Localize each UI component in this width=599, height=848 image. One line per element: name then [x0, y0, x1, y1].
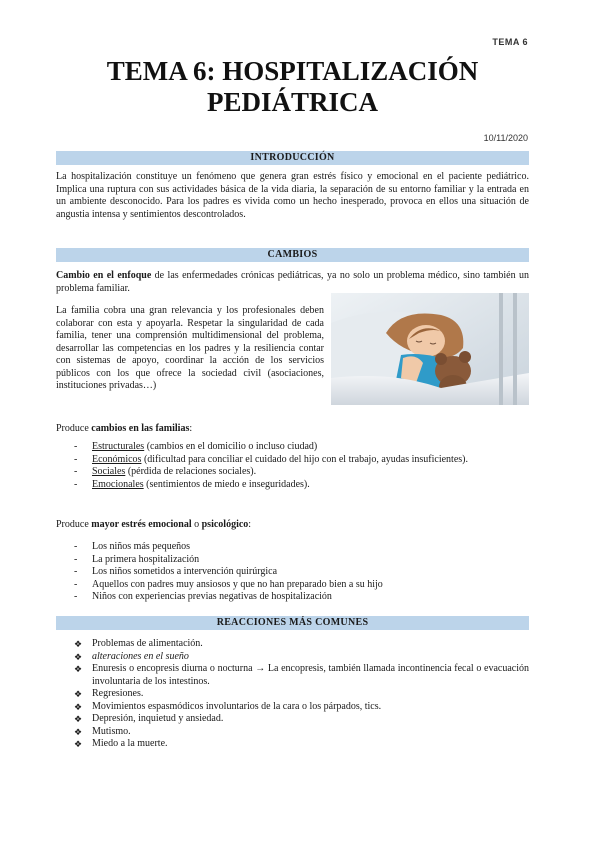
- list-item: [72, 541, 529, 554]
- dash-marker: -: [74, 466, 78, 477]
- cambios-intro-rest: de las enfermedades crónicas pediátricas, ya no solo un problema médico, sino también un problema familiar.: [56, 270, 530, 294]
- familias-lead: [56, 423, 529, 436]
- list-item-text: alteraciones en el sueño: [92, 650, 189, 662]
- list-item-term: Económicos: [92, 453, 142, 465]
- diamond-bullet-icon: ❖: [74, 689, 83, 699]
- list-item: [72, 454, 529, 467]
- section-heading-cambios: CAMBIOS: [56, 248, 529, 262]
- list-item: [72, 479, 529, 492]
- dash-marker: -: [74, 591, 78, 602]
- diamond-bullet-icon: ❖: [74, 639, 83, 649]
- list-item: [72, 566, 529, 579]
- familia-paragraph: La familia cobra una gran relevancia y los profesionales deben colaborar con esta y apoyarla. Respetar la singularidad de cada familia, tener una comprensión multidimensional del problema, desarrollar las competencias en los padres y la resiliencia contar con sistemas de apoyo, coordinar la acción de los servicios públicos con los que ofrece la sociedad civil (asociaciones, instituciones privadas…): [56, 305, 324, 391]
- diamond-bullet-icon: ❖: [74, 651, 83, 662]
- list-item: [72, 738, 529, 751]
- introduccion-paragraph: La hospitalización constituye un fenómeno que genera gran estrés físico y emocional en el paciente pediátrico. Implica una ruptura con sus actividades básica de la vida diaria, la separación de su entorno familiar y la entrada en un ambiente desconocido. Para los padres es vivida como un hecho inesperado, provoca en ellos una situación de angustia intensa y sentimientos descontrolados.: [56, 171, 529, 220]
- estres-mid: o: [191, 519, 202, 530]
- dash-marker: -: [74, 578, 78, 590]
- estres-suffix: :: [248, 519, 252, 530]
- list-item: [72, 701, 529, 714]
- list-item-desc: (sentimientos de miedo e inseguridades).: [143, 478, 310, 490]
- list-item: [72, 466, 529, 479]
- cambios-intro-bold: Cambio en el enfoque: [56, 270, 152, 281]
- list-item: [72, 579, 529, 592]
- diamond-bullet-icon: ❖: [74, 714, 83, 724]
- list-item-text: Miedo a la muerte.: [92, 738, 168, 749]
- estres-prefix: Produce: [56, 519, 92, 530]
- section-heading-reacciones: REACCIONES MÁS COMUNES: [56, 616, 529, 630]
- list-item-text: Los niños sometidos a intervención quirúrgica: [92, 566, 278, 577]
- dash-marker: -: [74, 541, 78, 552]
- list-item: [72, 591, 529, 604]
- dash-marker: -: [74, 453, 78, 465]
- dash-marker: -: [74, 566, 78, 577]
- child-hospital-illustration: [331, 293, 529, 405]
- list-item-term: Estructurales: [92, 441, 145, 452]
- list-item-desc: (dificultad para conciliar el cuidado del hijo con el trabajo, ayudas insuficientes).: [141, 453, 468, 465]
- list-item-text: Regresiones.: [92, 688, 144, 699]
- section-heading-introduccion: INTRODUCCIÓN: [56, 151, 529, 165]
- dash-marker: -: [74, 478, 78, 490]
- diamond-bullet-icon: ❖: [74, 739, 83, 749]
- list-item: [72, 554, 529, 567]
- familias-prefix: Produce: [56, 423, 92, 434]
- list-item-text: Mutismo.: [92, 725, 131, 737]
- list-item: [72, 441, 529, 454]
- list-item-desc: (cambios en el domicilio o incluso ciudad): [144, 441, 318, 452]
- title-line-1: TEMA 6: HOSPITALIZACIÓN: [106, 56, 479, 86]
- list-item-desc: (pérdida de relaciones sociales).: [125, 466, 257, 477]
- list-item: [72, 651, 529, 664]
- list-item: [72, 688, 529, 701]
- estres-lead: [56, 519, 529, 532]
- diamond-bullet-icon: ❖: [74, 726, 83, 737]
- list-item-term: Sociales: [92, 466, 126, 477]
- child-hospital-photo: [331, 293, 529, 405]
- dash-marker: -: [74, 441, 78, 452]
- estres-list: [72, 541, 529, 604]
- diamond-bullet-icon: ❖: [74, 664, 83, 674]
- dash-marker: -: [74, 553, 78, 565]
- estres-bold-1: mayor estrés emocional: [91, 519, 192, 530]
- familias-bold: cambios en las familias: [91, 423, 190, 434]
- familias-list: [72, 441, 529, 491]
- list-item: [72, 638, 529, 651]
- reacciones-list: [72, 638, 529, 751]
- familias-suffix: :: [189, 423, 193, 434]
- cambios-intro: [56, 270, 529, 295]
- page-title: [60, 56, 525, 118]
- diamond-bullet-icon: ❖: [74, 701, 83, 712]
- list-item-text: Movimientos espasmódicos involuntarios de la cara o los párpados, tics.: [92, 700, 382, 712]
- list-item-text: Los niños más pequeños: [92, 541, 191, 552]
- list-item-text: Problemas de alimentación.: [92, 638, 203, 649]
- list-item-text: Aquellos con padres muy ansiosos y que no han preparado bien a su hijo: [92, 578, 383, 590]
- list-item: [72, 663, 529, 688]
- list-item: [72, 713, 529, 726]
- estres-bold-2: psicológico: [201, 519, 249, 530]
- page-label: TEMA 6: [492, 37, 528, 47]
- list-item-text: Depresión, inquietud y ansiedad.: [92, 713, 224, 724]
- list-item-text: La primera hospitalización: [92, 553, 200, 565]
- title-line-2: PEDIÁTRICA: [206, 87, 379, 117]
- list-item-term: Emocionales: [92, 478, 144, 490]
- list-item-text: Niños con experiencias previas negativas de hospitalización: [92, 591, 332, 602]
- list-item-text: Enuresis o encopresis diurna o nocturna → La encopresis, también llamada incontinencia fecal o evacuación involuntaria de los intestinos.: [92, 663, 529, 687]
- document-date: 10/11/2020: [483, 133, 528, 143]
- list-item: [72, 726, 529, 739]
